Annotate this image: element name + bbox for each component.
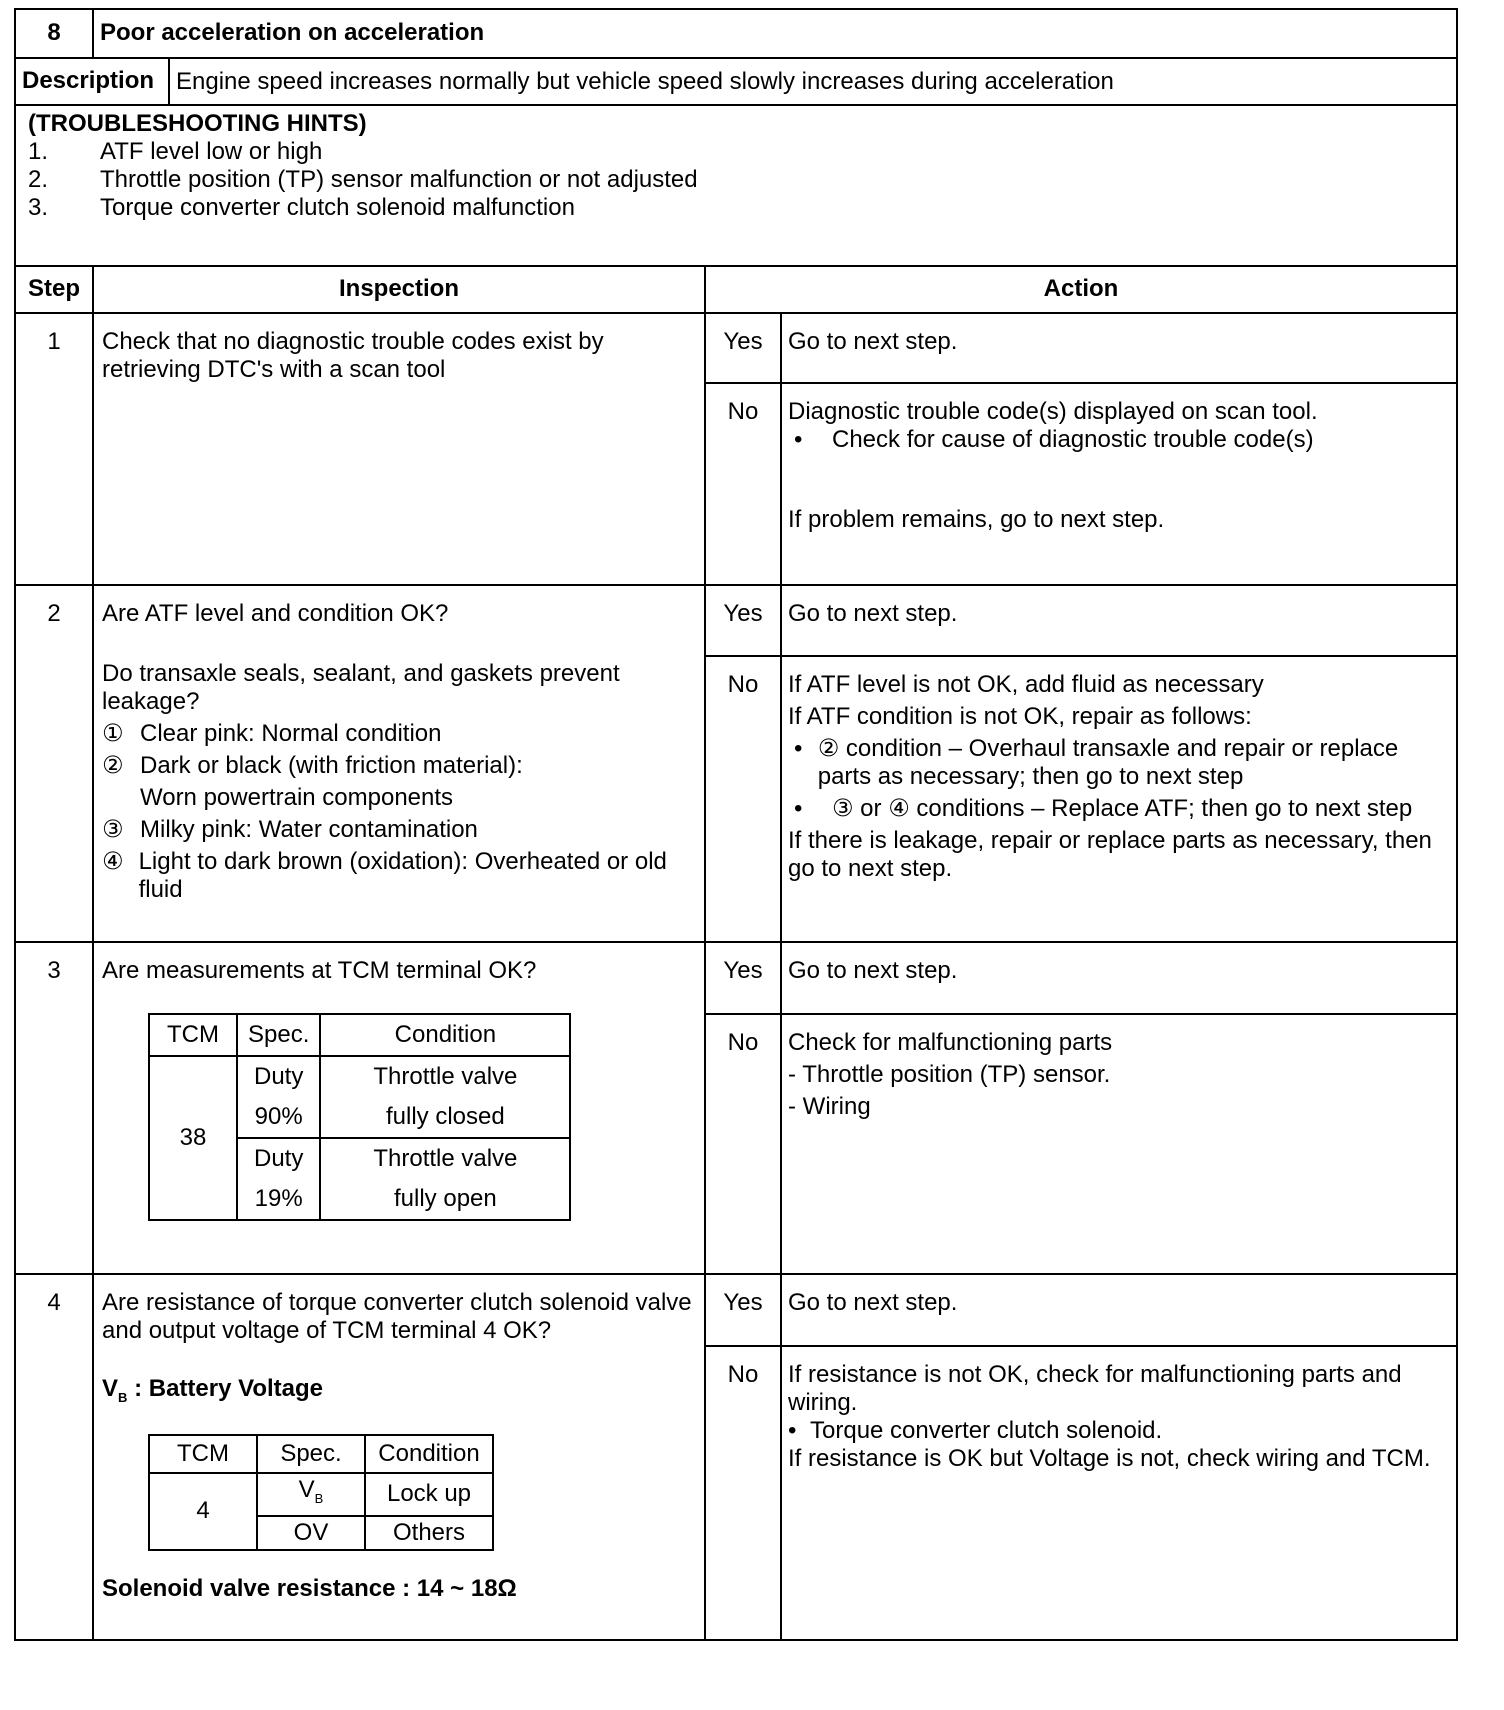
vb-symbol: V: [102, 1375, 119, 1402]
yes-label: Yes: [705, 942, 781, 1014]
no-action-bullet: Check for cause of diagnostic trouble code(s): [832, 426, 1314, 453]
hint-text: ATF level low or high: [100, 138, 323, 165]
no-action-bullet-item: [788, 795, 1450, 823]
vb-symbol: V: [298, 1475, 315, 1503]
step-4-inspection: [93, 1274, 705, 1640]
description-text: Engine speed increases normally but vehicle speed slowly increases during acceleration: [169, 58, 1457, 105]
vb-text: : Battery Voltage: [127, 1375, 324, 1402]
spec-cell: OV: [257, 1516, 365, 1550]
no-action: [781, 1346, 1457, 1640]
description-label: Description: [15, 58, 169, 105]
hint-number: 3.: [28, 194, 49, 221]
condition-item: [102, 848, 696, 904]
step-number: 2: [15, 585, 93, 942]
spec-cell: Duty: [237, 1138, 320, 1179]
sub-table-header: Spec.: [237, 1014, 320, 1056]
hint-number: 2.: [28, 166, 49, 193]
yes-label: Yes: [705, 585, 781, 656]
hint-item: [28, 194, 1444, 222]
hints-row: [15, 105, 1457, 266]
yes-action: Go to next step.: [781, 942, 1457, 1014]
hint-text: Throttle position (TP) sensor malfunction or not adjusted: [100, 166, 698, 193]
hint-item: [28, 166, 1444, 194]
column-header-row: [15, 266, 1457, 313]
no-action-line: Diagnostic trouble code(s) displayed on scan tool.: [788, 398, 1318, 425]
hint-text: Torque converter clutch solenoid malfunction: [100, 194, 575, 221]
no-label: No: [705, 656, 781, 942]
inspection-question: Do transaxle seals, sealant, and gaskets prevent leakage?: [102, 660, 620, 715]
bullet-mark: •: [794, 735, 803, 762]
procedure-number: 8: [15, 9, 93, 58]
no-label: No: [705, 1014, 781, 1274]
no-action-bullet: ② condition – Overhaul transaxle and repair or replace parts as necessary; then go to next step: [817, 735, 1399, 790]
no-action-line: If ATF condition is not OK, repair as follows:: [788, 703, 1252, 730]
hint-number: 1.: [28, 138, 49, 165]
step-1-yes-row: [15, 313, 1457, 383]
yes-label: Yes: [705, 1274, 781, 1346]
condition-cell: Throttle valve: [320, 1138, 570, 1179]
tcm-terminal: 4: [149, 1473, 257, 1550]
no-action-line: If resistance is OK but Voltage is not, check wiring and TCM.: [788, 1445, 1431, 1472]
inspection-question: Are measurements at TCM terminal OK?: [102, 957, 537, 984]
tcm-terminal: 38: [149, 1056, 237, 1220]
condition-text: Clear pink: Normal condition: [140, 720, 442, 747]
yes-action: Go to next step.: [781, 585, 1457, 656]
no-action-line: If problem remains, go to next step.: [788, 506, 1165, 533]
inspection-question: Are resistance of torque converter clutch solenoid valve and output voltage of TCM terminal 4 OK?: [102, 1289, 692, 1344]
condition-text: Light to dark brown (oxidation): Overheated or old fluid: [138, 848, 667, 903]
sub-table-header: Condition: [365, 1435, 493, 1473]
sub-table-header: TCM: [149, 1435, 257, 1473]
no-action-line: If resistance is not OK, check for malfunctioning parts and wiring.: [788, 1361, 1402, 1416]
sub-table-header: Condition: [320, 1014, 570, 1056]
condition-marker: ④: [102, 848, 124, 875]
yes-action: Go to next step.: [781, 1274, 1457, 1346]
hint-item: [28, 138, 1444, 166]
step-number: 4: [15, 1274, 93, 1640]
no-action-line: If there is leakage, repair or replace parts as necessary, then go to next step.: [788, 827, 1432, 882]
bullet-mark: •: [794, 426, 803, 453]
step-4-yes-row: [15, 1274, 1457, 1346]
spec-cell: 19%: [237, 1179, 320, 1220]
step-number: 3: [15, 942, 93, 1274]
condition-text-continued: Worn powertrain components: [140, 784, 454, 811]
condition-marker: ③: [102, 816, 124, 843]
condition-cell: fully open: [320, 1179, 570, 1220]
step-number: 1: [15, 313, 93, 585]
step-column-header: Step: [15, 266, 93, 313]
bullet-mark: •: [794, 795, 803, 822]
step-2-yes-row: [15, 585, 1457, 656]
step-3-yes-row: [15, 942, 1457, 1014]
yes-action: Go to next step.: [781, 313, 1457, 383]
condition-cell: fully closed: [320, 1097, 570, 1138]
yes-label: Yes: [705, 313, 781, 383]
sub-table-header-row: [149, 1435, 493, 1473]
no-action-bullet: Torque converter clutch solenoid.: [810, 1417, 1163, 1444]
condition-cell: Lock up: [365, 1473, 493, 1516]
sub-table-header-row: [149, 1014, 570, 1056]
hints-title: (TROUBLESHOOTING HINTS): [28, 110, 367, 137]
no-action-line: If ATF level is not OK, add fluid as necessary: [788, 671, 1264, 698]
tcm-measurement-table: [148, 1013, 571, 1221]
bullet-mark: •: [788, 1417, 797, 1444]
procedure-title: Poor acceleration on acceleration: [93, 9, 1457, 58]
sub-table-row: [149, 1056, 570, 1097]
condition-marker: ①: [102, 720, 124, 747]
condition-cell: Others: [365, 1516, 493, 1550]
battery-voltage-note: [102, 1375, 696, 1412]
title-row: [15, 9, 1457, 58]
no-action-bullet-item: [788, 426, 1450, 454]
troubleshooting-table: [14, 8, 1458, 1641]
sub-table-header: Spec.: [257, 1435, 365, 1473]
inspection-question: Are ATF level and condition OK?: [102, 600, 449, 627]
no-action: [781, 383, 1457, 585]
troubleshooting-page: [14, 8, 1456, 1641]
troubleshooting-hints: [15, 105, 1457, 266]
no-action-line: - Throttle position (TP) sensor.: [788, 1061, 1111, 1088]
vb-subscript: B: [314, 1490, 324, 1506]
no-label: No: [705, 383, 781, 585]
spec-cell: 90%: [237, 1097, 320, 1138]
condition-item: [102, 816, 696, 844]
step-1-inspection: Check that no diagnostic trouble codes exist by retrieving DTC's with a scan tool: [93, 313, 705, 585]
resistance-spec: Solenoid valve resistance : 14 ~ 18Ω: [102, 1574, 517, 1602]
no-label: No: [705, 1346, 781, 1640]
tcm-voltage-table: [148, 1434, 494, 1551]
spec-cell: [257, 1473, 365, 1516]
vb-subscript: B: [118, 1389, 128, 1405]
condition-text: Dark or black (with friction material):: [140, 752, 523, 779]
spec-cell: Duty: [237, 1056, 320, 1097]
condition-item: [102, 720, 696, 748]
condition-cell: Throttle valve: [320, 1056, 570, 1097]
no-action: [781, 656, 1457, 942]
no-action-bullet-item: [788, 1417, 1450, 1445]
step-2-inspection: [93, 585, 705, 942]
no-action: [781, 1014, 1457, 1274]
condition-item: [102, 752, 696, 780]
inspection-column-header: Inspection: [93, 266, 705, 313]
action-column-header: Action: [705, 266, 1457, 313]
description-row: [15, 58, 1457, 105]
no-action-bullet-item: [788, 735, 1450, 791]
condition-marker: ②: [102, 752, 124, 779]
no-action-bullet: ③ or ④ conditions – Replace ATF; then go to next step: [832, 795, 1413, 822]
sub-table-header: TCM: [149, 1014, 237, 1056]
no-action-line: - Wiring: [788, 1093, 871, 1120]
sub-table-row: [149, 1473, 493, 1516]
no-action-line: Check for malfunctioning parts: [788, 1029, 1113, 1056]
step-3-inspection: [93, 942, 705, 1274]
condition-text: Milky pink: Water contamination: [140, 816, 478, 843]
